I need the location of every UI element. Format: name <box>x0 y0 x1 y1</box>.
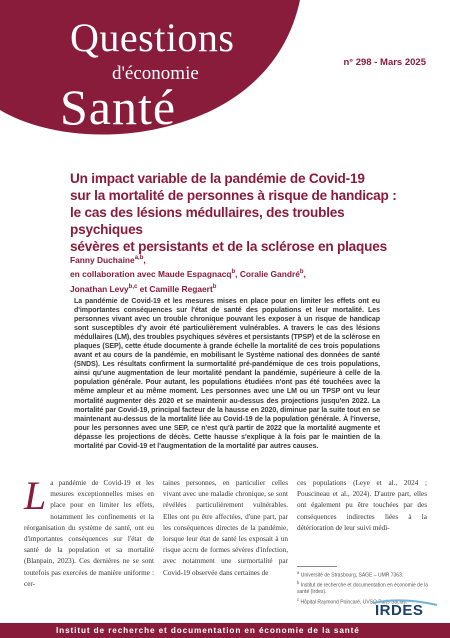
author-line: Fanny Duchaine$^{a,b}$, <box>70 254 146 265</box>
article-title <box>70 170 410 255</box>
footnote: $^c$ Hôpital Raymond Poincaré, UVSQ Paris Saclay. <box>297 596 408 606</box>
body-column-1 <box>24 473 154 590</box>
title-line: sévères et persistants et de la sclérose en plaques <box>70 239 387 254</box>
abstract: La pandémie de Covid-19 et les mesures mises en place pour en limiter les effets ont eu d'importantes conséquences sur l'état de santé des populations et leur mortalité. Les personnes vivant avec un trouble chronique pouvant les exposer à un risque de handicap sont susceptibles d'y avoir été particulièrement vulnérables. A travers le cas des lésions médullaires (LM), des troubles psychiques sévères et persistants (TPSP) et de la sclérose en plaques (SEP), cette étude documente à grande échelle la mortalité de ces trois populations avant et au cours de la pandémie, en mobilisant le Système national des données de santé (SNDS). Les résultats confirment la surmortalité pré-pandémique de ces trois populations, ainsi qu'une augmentation de leur mortalité pendant la pandémie, supérieure à celle de la population générale. Pour autant, les populations étudiées n'ont pas été touchées avec la même ampleur et au même moment. Les personnes avec une LM ou un TPSP ont vu leur mortalité augmenter dès 2020 et se maintenir au-dessus des projections jusqu'en 2022. La mortalité par Covid-19, principal facteur de la hausse en 2020, diminue par la suite tout en se maintenant au-dessus de la mortalité liée au Covid-19 de la population générale. À l'inverse, pour les personnes avec une SEP, ce n'est qu'à partir de 2022 que la mortalité augmente et dépasse les projections de décès. Cette hausse s'explique à la fois par le maintien de la mortalité par Covid-19 et l'augmentation de la mortalité par autres causes. <box>74 298 380 450</box>
footer-bar <box>0 623 450 638</box>
title-line: sur la mortalité de personnes à risque de handicap : <box>70 188 397 203</box>
masthead-economie: d'économie <box>112 63 199 84</box>
footer-text: Institut de recherche et documentation en économie de la santé <box>56 626 360 635</box>
footnote: $^a$ Université de Strasbourg, SAGE – UMR 7363. <box>297 570 404 579</box>
body-column-2: taines personnes, en particulier celles vivant avec une maladie chronique, se sont révélées particulièrement vulnérables. Elles ont pu être affectées, d'une part, par les conséquences directes de la pandémie, lorsque leur état de santé les exposait à un risque accru de formes sévères d'infection, avec notamment une surmortalité par Covid-19 observée dans certaines de <box>163 479 288 577</box>
masthead-questions: Questions <box>70 15 235 60</box>
title-line: Un impact variable de la pandémie de Covid-19 <box>70 171 365 186</box>
issue-number: n° 298 - Mars 2025 <box>343 57 426 68</box>
irdes-logo: IRDES <box>375 602 424 619</box>
masthead-sante: Santé <box>60 79 177 135</box>
body-text: a pandémie de Covid-19 et les mesures exceptionnelles mises en place pour en limiter les effets, notamment les confinements et la réorganisation du système de santé, ont eu d'importantes conséquences sur l'état de santé de la population et sa mortalité (Blanpain, 2023). Ces dernières ne se sont toutefois pas exercées de manière uniforme : cer- <box>24 479 154 588</box>
author-line: en collaboration avec Maude Espagnacq$^b$, Coralie Gandré$^b$, <box>70 269 306 280</box>
masthead-de-la: de la <box>224 70 244 81</box>
body-column-3: ces populations (Leye et al., 2024 ; Pouscineau et al., 2024). D'autre part, elles ont également pu être touchées par des conséquences indirectes liées à la détérioration de leur suivi médi- <box>297 479 427 532</box>
drop-cap: L <box>24 473 47 518</box>
footnote-rule <box>297 566 337 567</box>
masthead <box>0 0 450 140</box>
author-line: Jonathan Levy$^{b,c}$ et Camille Regaert$^b$ <box>70 283 217 294</box>
authors <box>70 252 410 295</box>
title-line: le cas des lésions médullaires, des troubles psychiques <box>70 205 345 237</box>
footnote: $^b$ Institut de recherche et documentation en économie de la santé (Irdes). <box>297 580 429 596</box>
